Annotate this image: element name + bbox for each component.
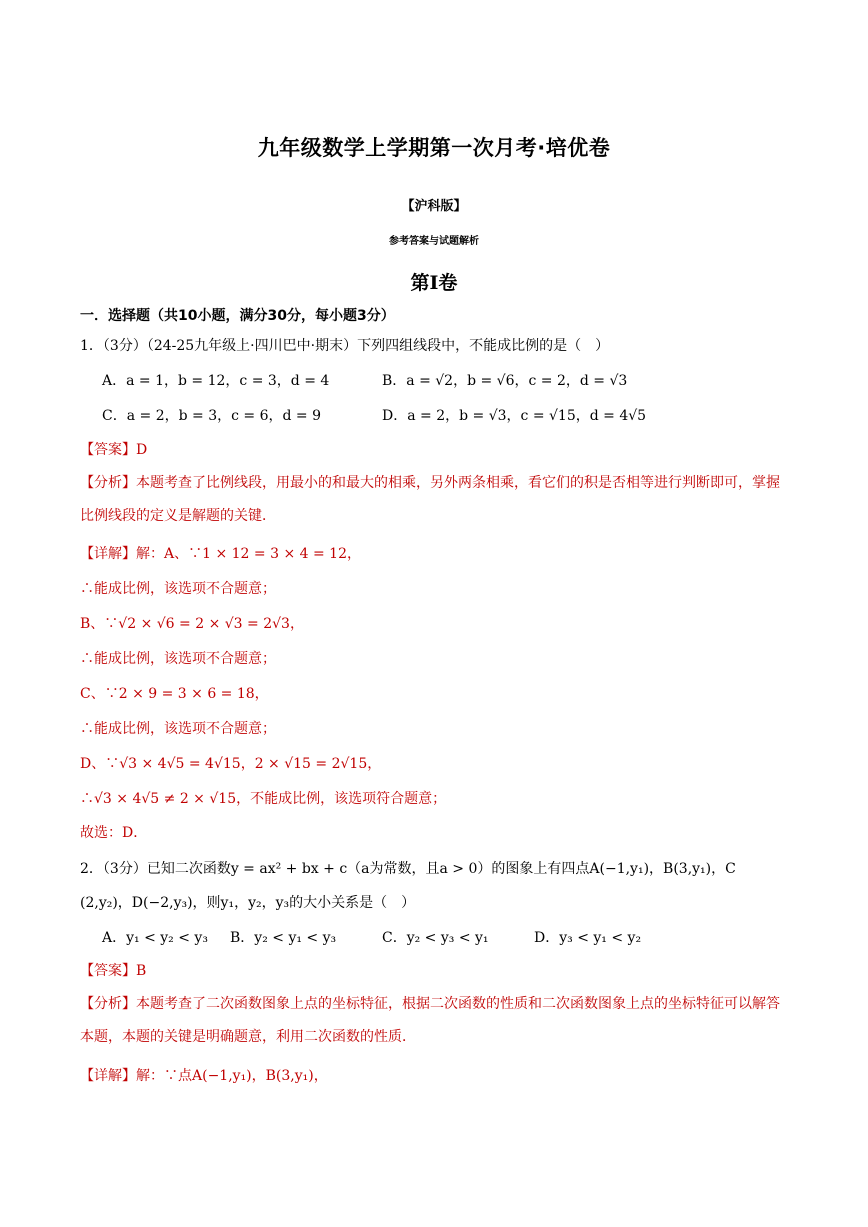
question-1-detail-8: ∴√3 × 4√5 ≠ 2 × √15，不能成比例，该选项符合题意； [80,791,447,807]
question-2-option-c: C．y₂ < y₃ < y₁ [382,930,489,946]
question-1-detail-1: 【详解】解：A、∵1 × 12 = 3 × 4 = 12， [80,546,361,562]
question-2-option-b: B．y₂ < y₁ < y₃ [230,930,337,946]
question-2-option-d: D．y₃ < y₁ < y₂ [534,930,642,946]
document-subtitle: 参考答案与试题解析 [389,236,479,247]
question-1-analysis: 【分析】本题考查了比例线段，用最小的和最大的相乘，另外两条相乘，看它们的积是否相等进行判断即可，掌握比例线段的定义是解题的关键． [80,475,780,524]
question-1-stem: 1．（3分）（24-25九年级上·四川巴中·期末）下列四组线段中，不能成比例的是（ ） [80,338,610,354]
question-2-detail-1: 【详解】解：∵点A(−1,y₁)，B(3,y₁)， [80,1068,328,1084]
question-1-detail-9: 故选：D． [80,825,148,841]
question-2-analysis: 【分析】本题考查了二次函数图象上点的坐标特征，根据二次函数的性质和二次函数图象上点的坐标特征可以解答本题，本题的关键是明确题意，利用二次函数的性质． [80,996,780,1045]
document-title: 九年级数学上学期第一次月考·培优卷 [257,136,611,160]
volume-heading: 第Ⅰ卷 [410,272,458,294]
question-1-detail-5: C、∵2 × 9 = 3 × 6 = 18， [80,686,269,702]
question-2-stem-line-1: 2．（3分）已知二次函数y = ax² + bx + c（a为常数，且a > 0）的图象上有四点A(−1,y₁)，B(3,y₁)，C [80,861,736,877]
edition-label: 【沪科版】 [401,199,467,214]
question-1-option-c: C．a = 2，b = 3，c = 6，d = 9 [102,408,321,424]
question-1-detail-4: ∴能成比例，该选项不合题意； [80,651,276,667]
question-1-detail-7: D、∵√3 × 4√5 = 4√15，2 × √15 = 2√15， [80,756,382,772]
question-1-detail-3: B、∵√2 × √6 = 2 × √3 = 2√3， [80,616,304,632]
question-2-answer: 【答案】B [80,963,147,979]
question-1-option-a: A．a = 1，b = 12，c = 3，d = 4 [102,373,330,389]
question-2-option-a: A．y₁ < y₂ < y₃ [102,930,208,946]
question-1-option-b: B．a = √2，b = √6，c = 2，d = √3 [382,373,628,389]
question-1-answer: 【答案】D [80,442,148,458]
question-2-stem-line-2: (2,y₂)，D(−2,y₃)，则y₁，y₂，y₃的大小关系是（ ） [80,895,416,911]
section-heading: 一．选择题（共10小题，满分30分，每小题3分） [80,308,395,324]
question-1-option-d: D．a = 2，b = √3，c = √15，d = 4√5 [382,408,647,424]
question-1-detail-2: ∴能成比例，该选项不合题意； [80,581,276,597]
question-1-detail-6: ∴能成比例，该选项不合题意； [80,721,276,737]
